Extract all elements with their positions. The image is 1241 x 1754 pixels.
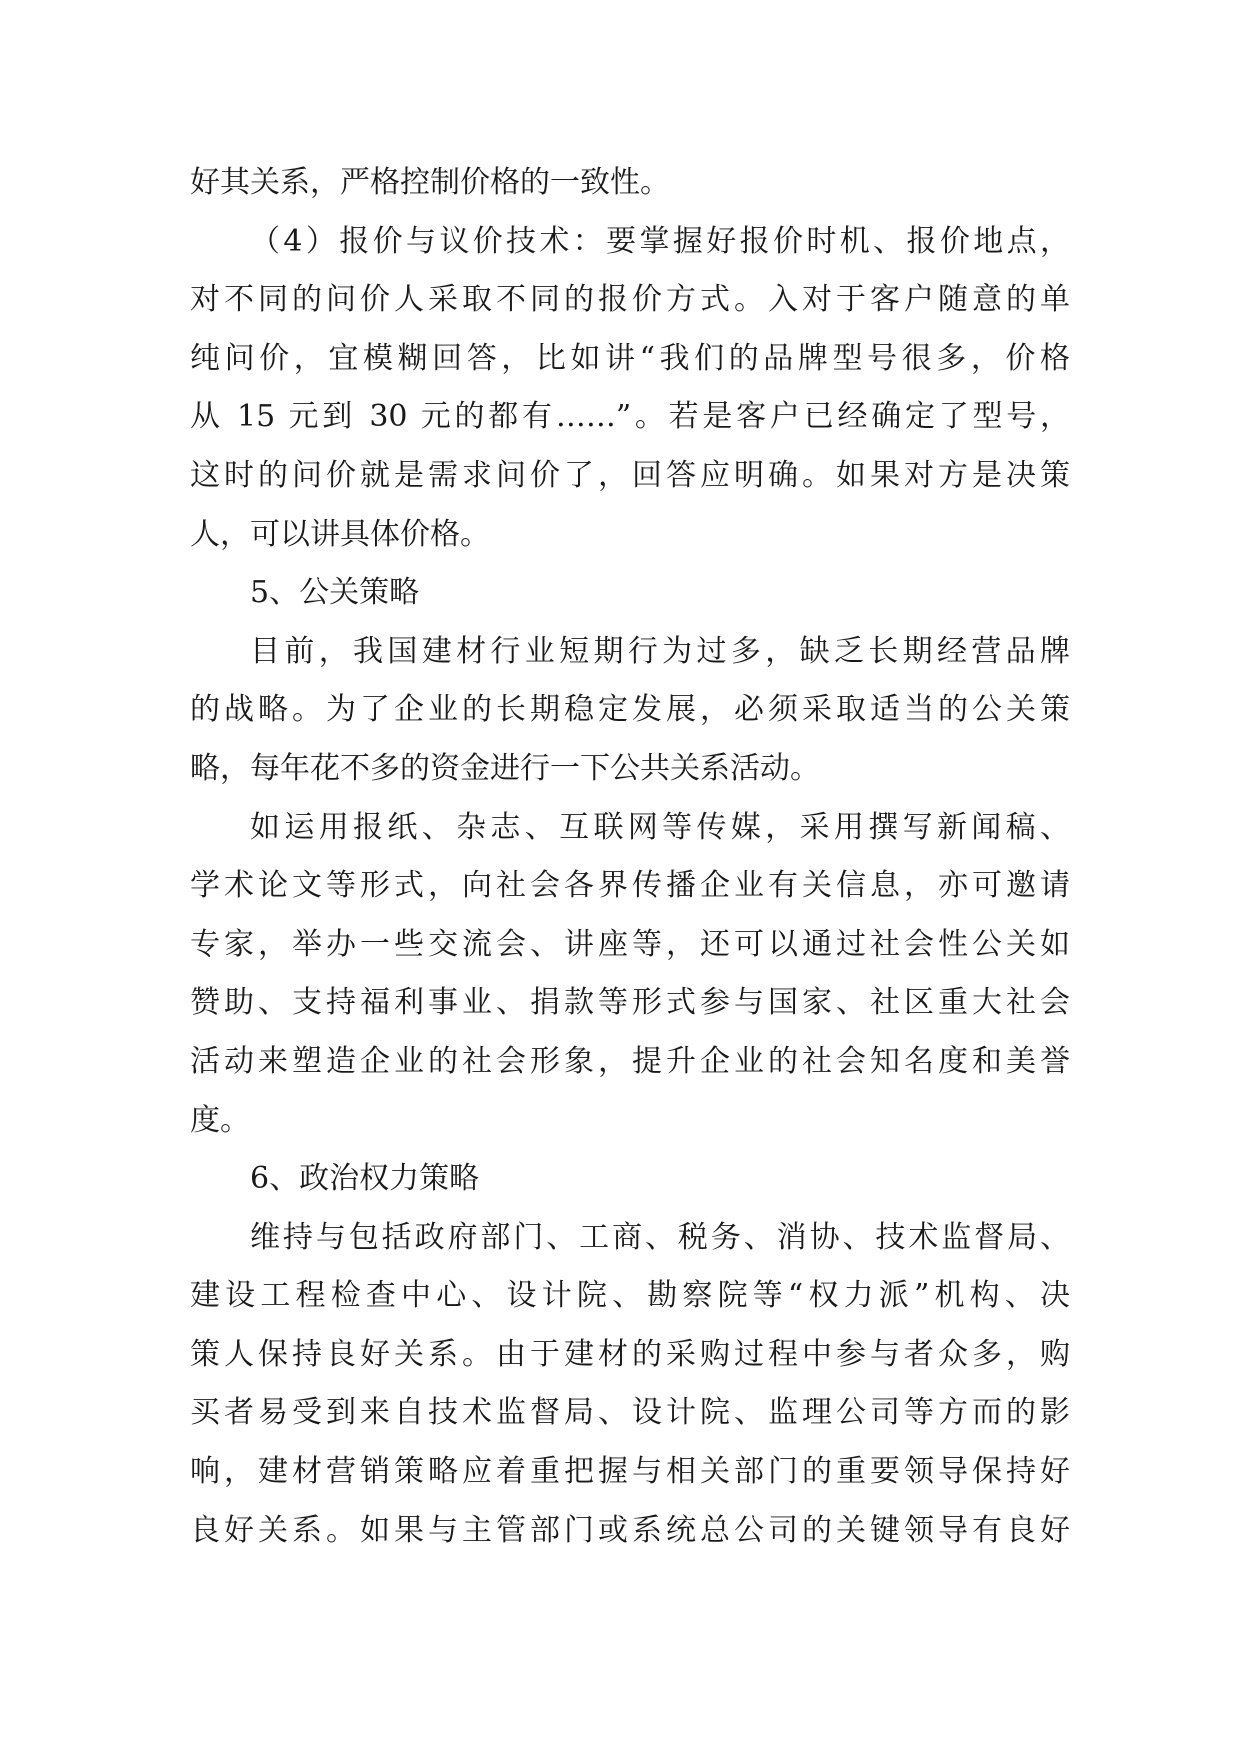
text-line-20: 建设工程检查中心、设计院、勘察院等“权力派”机构、决	[190, 1278, 1070, 1314]
text-line-11: 略，每年花不多的资金进行一下公共关系活动。	[190, 750, 820, 786]
document-body	[190, 154, 1070, 1560]
text-line-7: 人，可以讲具体价格。	[190, 516, 490, 552]
text-line-2: （4）报价与议价技术：要掌握好报价时机、报价地点，	[250, 223, 1070, 259]
text-line-13: 学术论文等形式，向社会各界传播企业有关信息，亦可邀请	[190, 868, 1070, 904]
text-line-6: 这时的问价就是需求问价了，回答应明确。如果对方是决策	[190, 457, 1070, 493]
text-line-22: 买者易受到来自技术监督局、设计院、监理公司等方而的影	[190, 1395, 1070, 1431]
text-line-24: 良好关系。如果与主管部门或系统总公司的关键领导有良好	[190, 1512, 1070, 1548]
section-heading-5: 5、公关策略	[250, 575, 420, 611]
text-line-3: 对不同的问价人采取不同的报价方式。入对于客户随意的单	[190, 282, 1070, 318]
text-line-4: 纯问价，宜模糊回答，比如讲“我们的品牌型号很多，价格	[190, 340, 1070, 376]
text-line-9: 目前，我国建材行业短期行为过多，缺乏长期经营品牌	[250, 633, 1070, 669]
text-line-5: 从 15 元到 30 元的都有……”。若是客户已经确定了型号，	[190, 399, 1070, 435]
text-line-17: 度。	[190, 1102, 250, 1138]
text-line-14: 专家，举办一些交流会、讲座等，还可以通过社会性公关如	[190, 926, 1070, 962]
text-line-10: 的战略。为了企业的长期稳定发展，必须采取适当的公关策	[190, 692, 1070, 728]
text-line-19: 维持与包括政府部门、工商、税务、消协、技术监督局、	[250, 1219, 1070, 1255]
text-line-15: 赞助、支持福利事业、捐款等形式参与国家、社区重大社会	[190, 985, 1070, 1021]
section-heading-6: 6、政治权力策略	[250, 1161, 480, 1197]
text-line-23: 响，建材营销策略应着重把握与相关部门的重要领导保持好	[190, 1454, 1070, 1490]
text-line-21: 策人保持良好关系。由于建材的采购过程中参与者众多，购	[190, 1336, 1070, 1372]
text-line-1: 好其关系，严格控制价格的一致性。	[190, 165, 670, 200]
text-line-16: 活动来塑造企业的社会形象，提升企业的社会知名度和美誉	[190, 1043, 1070, 1079]
text-line-12: 如运用报纸、杂志、互联网等传媒，采用撰写新闻稿、	[250, 809, 1070, 845]
